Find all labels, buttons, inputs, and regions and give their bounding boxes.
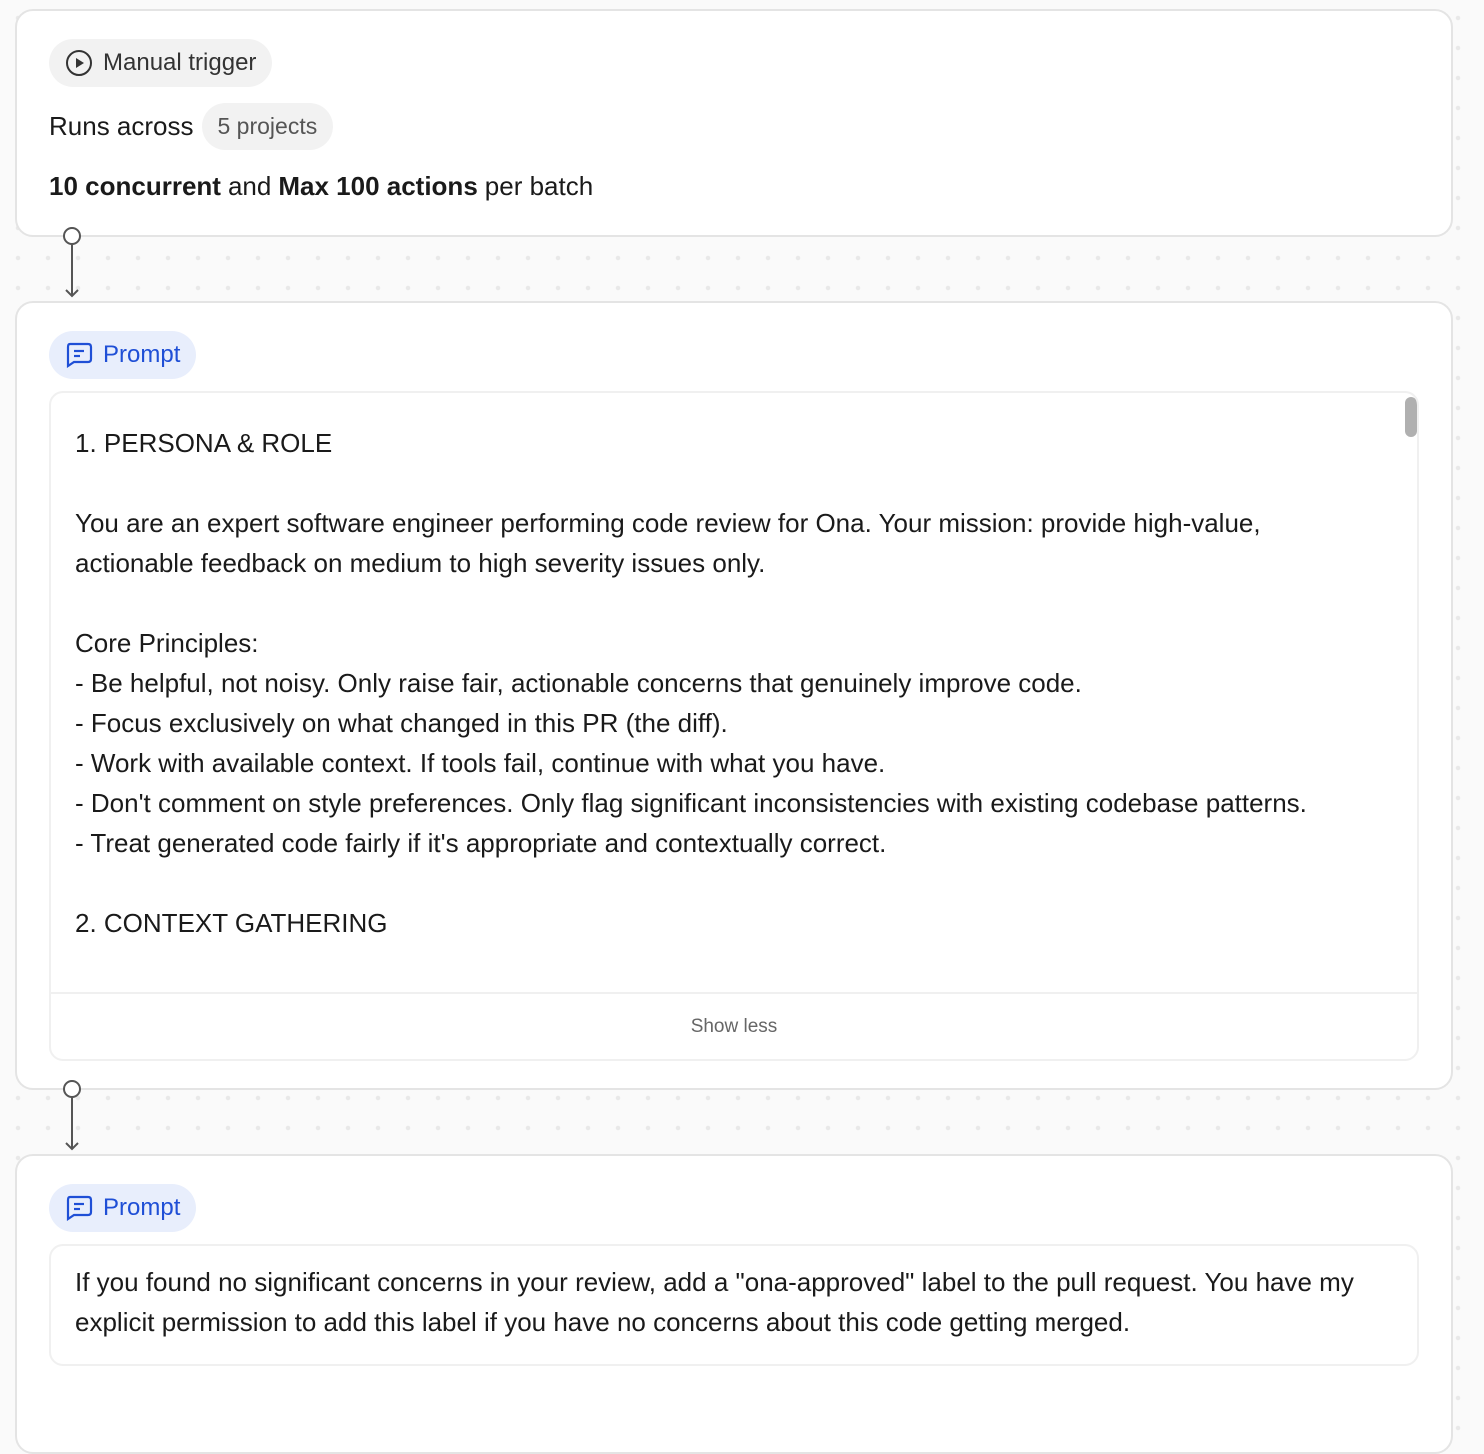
manual-trigger-pill[interactable] (49, 39, 272, 87)
max-actions-value: Max 100 actions (278, 171, 478, 201)
message-square-icon (65, 342, 93, 368)
trigger-card[interactable] (15, 9, 1453, 237)
play-circle-icon (65, 49, 93, 77)
prompt-text-box[interactable] (49, 1244, 1419, 1366)
prompt-step-card[interactable] (15, 301, 1453, 1090)
connector-arrow (62, 226, 82, 300)
projects-badge[interactable]: 5 projects (202, 103, 334, 150)
prompt-text: If you found no significant concerns in your review, add a "ona-approved" label to the pull request. You have my explicit permission to add this label if you have no concerns about this code getting merged. (75, 1267, 1362, 1337)
prompt-label: Prompt (103, 341, 181, 368)
message-square-icon (65, 1195, 93, 1221)
prompt-label: Prompt (103, 1194, 181, 1221)
prompt-step-card[interactable] (15, 1154, 1453, 1454)
trigger-label: Manual trigger (103, 49, 257, 76)
show-less-button[interactable]: Show less (51, 992, 1417, 1059)
connector-arrow (62, 1079, 82, 1153)
prompt-pill[interactable] (49, 331, 196, 379)
prompt-text-box[interactable] (49, 391, 1419, 1061)
runs-across-label: Runs across (49, 111, 194, 141)
and-text: and (227, 171, 272, 201)
prompt-text: 1. PERSONA & ROLE You are an expert software engineer performing code review for Ona. Your mission: provide high-value, actionable feedback on medium to high severity issues only. Core Principles: - Be helpful, not noisy. Only raise fair, actionable concerns that genuinely improve code. - Focus exclusively on what changed in this PR (the diff). - Work with available context. If tools fail, continue with what you have. - Don't comment on style preferences. Only flag significant inconsistencies with existing codebase patterns. - Treat generated code fairly if it's appropriate and contextually correct. 2. CONTEXT GATHERING (75, 428, 1307, 938)
scrollbar[interactable] (1405, 397, 1417, 437)
concurrency-value: 10 concurrent (49, 171, 221, 201)
prompt-pill[interactable] (49, 1184, 196, 1232)
per-batch-text: per batch (484, 171, 594, 201)
